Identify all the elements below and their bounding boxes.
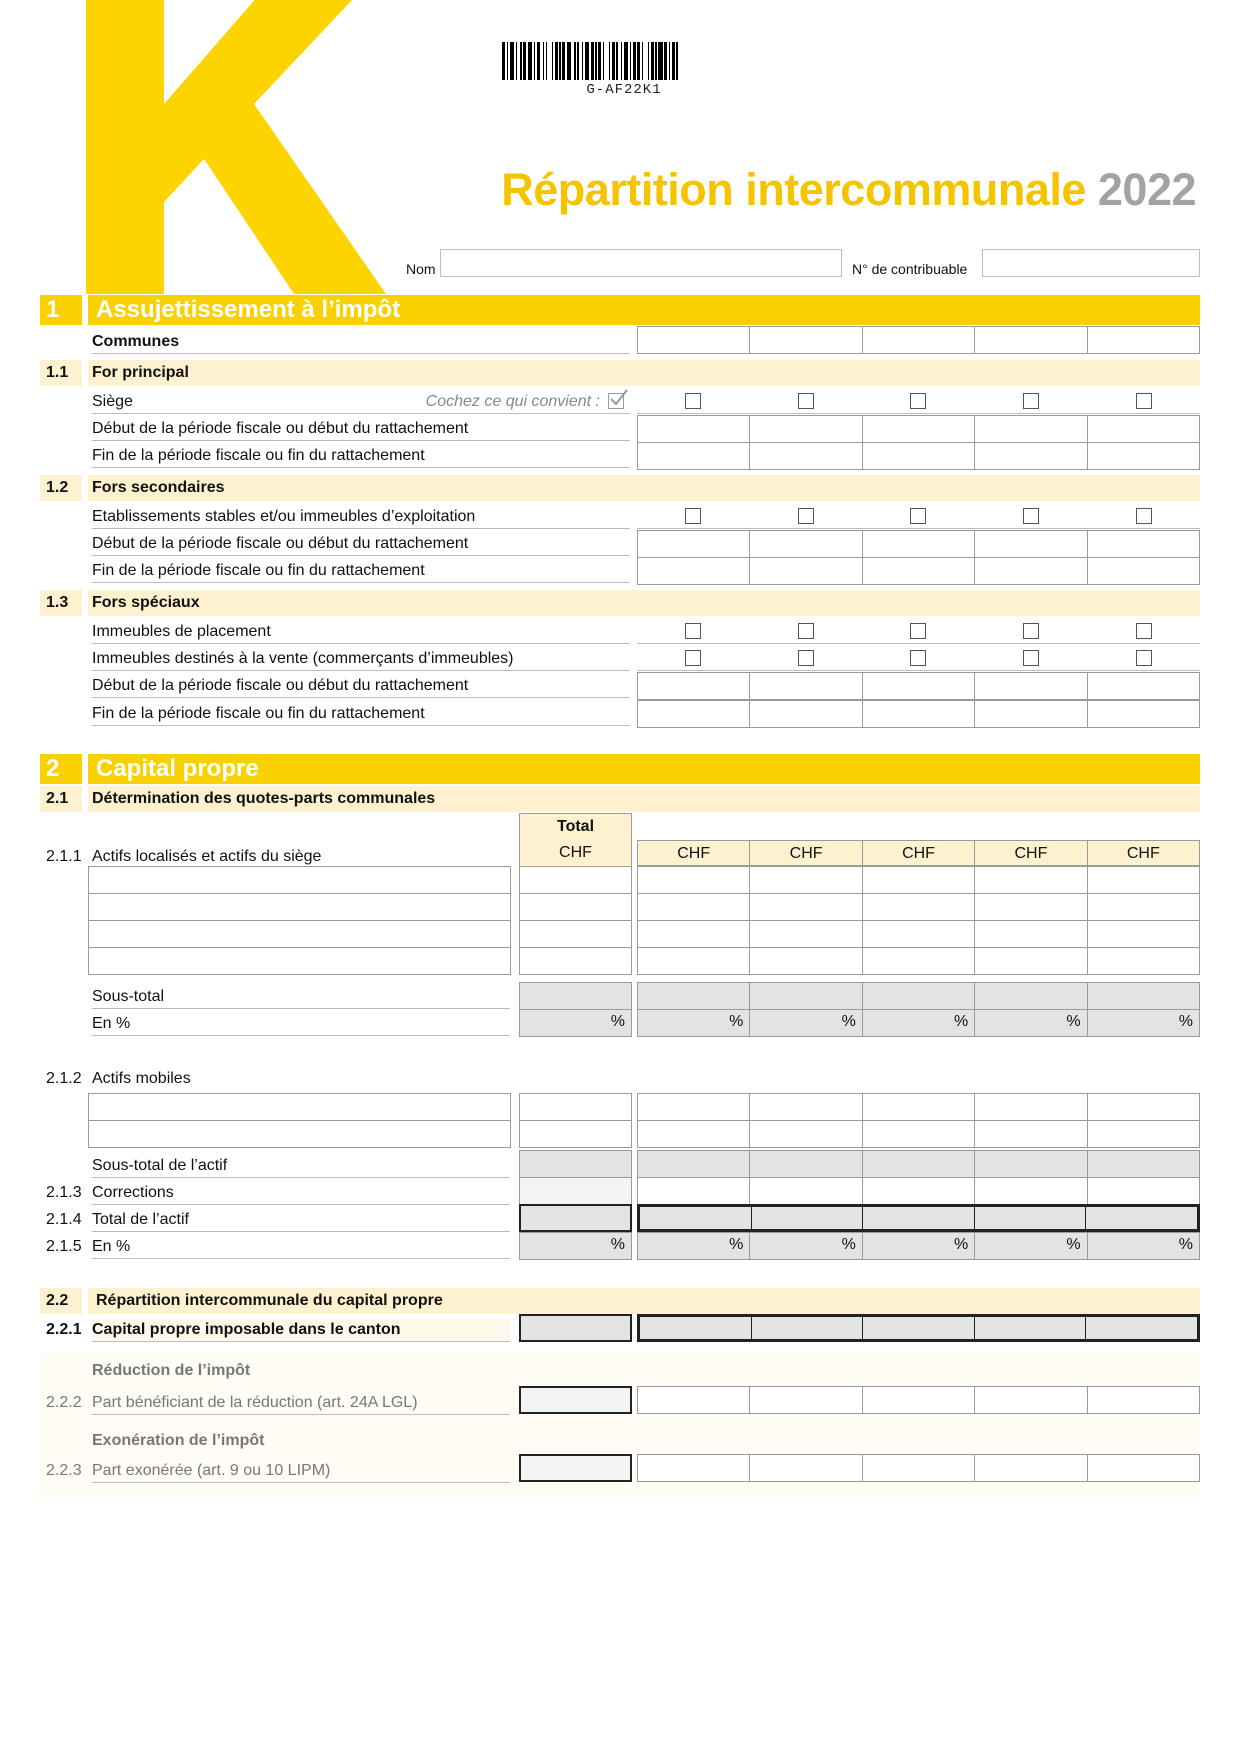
enpct-pct-total: % [519,1009,632,1037]
title-year: 2022 [1097,164,1196,215]
r213-total [519,1177,632,1205]
r211-row-commune-inputs[interactable] [637,893,1200,921]
r221-total [519,1314,632,1342]
r211-row-description-input[interactable] [88,947,511,975]
total-label: Total [556,818,595,835]
contribuable-input[interactable] [982,249,1200,277]
soustotal-label: Sous-total [92,986,510,1009]
big-k-letter [86,0,406,294]
s13-fin-label: Fin de la période fiscale ou fin du rattachement [92,703,630,726]
s13-fin-inputs[interactable] [637,700,1200,728]
soustotal-total [519,982,632,1010]
r221-label: Capital propre imposable dans le canton [92,1319,510,1342]
r215-pct-cell: % [637,1232,750,1260]
title-text: Répartition intercommunale [501,164,1086,215]
r215-number: 2.1.5 [46,1238,82,1255]
r221-cells [637,1314,1200,1342]
s11-debut-label: Début de la période fiscale ou début du rattachement [92,418,630,441]
r215-pct-cell: % [975,1232,1087,1260]
r222-number: 2.2.2 [46,1394,82,1411]
check-example-icon [608,393,624,409]
r211-row-total-input[interactable] [519,893,632,921]
r212-row-total-input[interactable] [519,1120,632,1148]
r215-pct-cell: % [750,1232,862,1260]
r213-inputs[interactable] [637,1177,1200,1205]
enpct-pct-cell: % [863,1009,975,1037]
enpct-pct-cell: % [637,1009,750,1037]
s11-number: 1.1 [40,360,82,386]
r211-row-total-input[interactable] [519,947,632,975]
enpct-pct-cell: % [975,1009,1087,1037]
r212-row-commune-inputs[interactable] [637,1093,1200,1121]
s22-number: 2.2 [40,1288,82,1314]
r215-label: En % [92,1236,510,1259]
s13-number: 1.3 [40,590,82,616]
nom-label: Nom [406,261,436,277]
vente-label: Immeubles destinés à la vente (commerçants d’immeubles) [92,648,630,671]
siege-checkboxes[interactable] [637,389,1200,414]
soustotal-actif-cells [637,1150,1200,1178]
r215-pct-cell: % [863,1232,975,1260]
r214-cells [637,1204,1200,1232]
r211-row-commune-inputs[interactable] [637,947,1200,975]
r214-number: 2.1.4 [46,1211,82,1228]
s21-number: 2.1 [40,786,82,812]
r211-number: 2.1.1 [46,848,82,865]
chf-col-2: CHF [750,840,862,866]
placement-checkboxes[interactable] [637,619,1200,644]
s12-number: 1.2 [40,475,82,501]
page-title [501,164,1196,216]
chf-col-3: CHF [863,840,975,866]
s13-debut-label: Début de la période fiscale ou début du rattachement [92,675,630,698]
s12-fin-label: Fin de la période fiscale ou fin du rattachement [92,560,630,583]
nom-input[interactable] [440,249,842,277]
r212-row-description-input[interactable] [88,1093,511,1121]
r213-number: 2.1.3 [46,1184,82,1201]
chf-col-5: CHF [1088,840,1200,866]
r211-row-total-input[interactable] [519,920,632,948]
soustotal-cells [637,982,1200,1010]
chf-col-1: CHF [637,840,750,866]
s13-debut-inputs[interactable] [637,672,1200,700]
s11-fin-inputs[interactable] [637,442,1200,470]
communes-label: Communes [92,331,630,354]
s13-title: Fors spéciaux [88,590,1200,616]
r215-pct-total: % [519,1232,632,1260]
chf-col-4: CHF [975,840,1087,866]
r211-row-commune-inputs[interactable] [637,920,1200,948]
r223-label: Part exonérée (art. 9 ou 10 LIPM) [92,1460,510,1483]
r223-inputs[interactable] [637,1454,1200,1482]
r211-row-description-input[interactable] [88,893,511,921]
total-currency: CHF [559,844,592,861]
enpct-label: En % [92,1013,510,1036]
r213-label: Corrections [92,1182,510,1205]
section-2-number: 2 [40,754,82,784]
r211-row-description-input[interactable] [88,920,511,948]
s12-title: Fors secondaires [88,475,1200,501]
r222-inputs[interactable] [637,1386,1200,1414]
r214-label: Total de l’actif [92,1209,510,1232]
s11-fin-label: Fin de la période fiscale ou fin du rattachement [92,445,630,468]
r211-row-total-input[interactable] [519,866,632,894]
s12-fin-inputs[interactable] [637,557,1200,585]
barcode [502,42,746,80]
enpct-pct-cell: % [1088,1009,1200,1037]
r214-total [519,1204,632,1232]
siege-text: Siège [92,393,133,410]
section-1-title: Assujettissement à l’impôt [88,295,1200,325]
r212-row-commune-inputs[interactable] [637,1120,1200,1148]
exon-title: Exonération de l’impôt [92,1432,265,1449]
hint-text: Cochez ce qui convient : [425,393,600,410]
r212-row-description-input[interactable] [88,1120,511,1148]
section-2-title: Capital propre [88,754,1200,784]
r223-total[interactable] [519,1454,632,1482]
r221-number: 2.2.1 [46,1321,82,1338]
s21-title: Détermination des quotes-parts communales [88,786,1200,812]
communes-inputs[interactable] [637,326,1200,354]
soustotal-actif-label: Sous-total de l’actif [92,1155,510,1178]
r215-pct-cell: % [1088,1232,1200,1260]
vente-checkboxes[interactable] [637,646,1200,671]
contribuable-label: N° de contribuable [852,261,968,277]
r215-pct-cells [637,1232,1200,1260]
placement-label: Immeubles de placement [92,621,630,644]
r212-number: 2.1.2 [46,1070,82,1087]
r211-label: Actifs localisés et actifs du siège [92,848,322,865]
s11-debut-inputs[interactable] [637,415,1200,443]
enpct-pct-cells [637,1009,1200,1037]
s11-title: For principal [88,360,1200,386]
etab-checkboxes[interactable] [637,504,1200,529]
r222-total[interactable] [519,1386,632,1414]
r212-row-total-input[interactable] [519,1093,632,1121]
barcode-text: G-AF22K1 [586,82,662,98]
s22-title: Répartition intercommunale du capital propre [88,1288,1200,1314]
total-header [519,813,632,867]
s12-debut-inputs[interactable] [637,530,1200,558]
r211-row-description-input[interactable] [88,866,511,894]
section-1-number: 1 [40,295,82,325]
siege-label [92,391,630,414]
soustotal-actif-total [519,1150,632,1178]
s12-debut-label: Début de la période fiscale ou début du rattachement [92,533,630,556]
chf-header-row [637,840,1200,866]
r211-row-commune-inputs[interactable] [637,866,1200,894]
barcode-bar [678,42,681,80]
reduction-title: Réduction de l’impôt [92,1362,251,1379]
r223-number: 2.2.3 [46,1462,82,1479]
r212-label: Actifs mobiles [92,1070,191,1087]
etab-label: Etablissements stables et/ou immeubles d’exploitation [92,506,630,529]
enpct-pct-cell: % [750,1009,862,1037]
r222-label: Part bénéficiant de la réduction (art. 24A LGL) [92,1392,510,1415]
